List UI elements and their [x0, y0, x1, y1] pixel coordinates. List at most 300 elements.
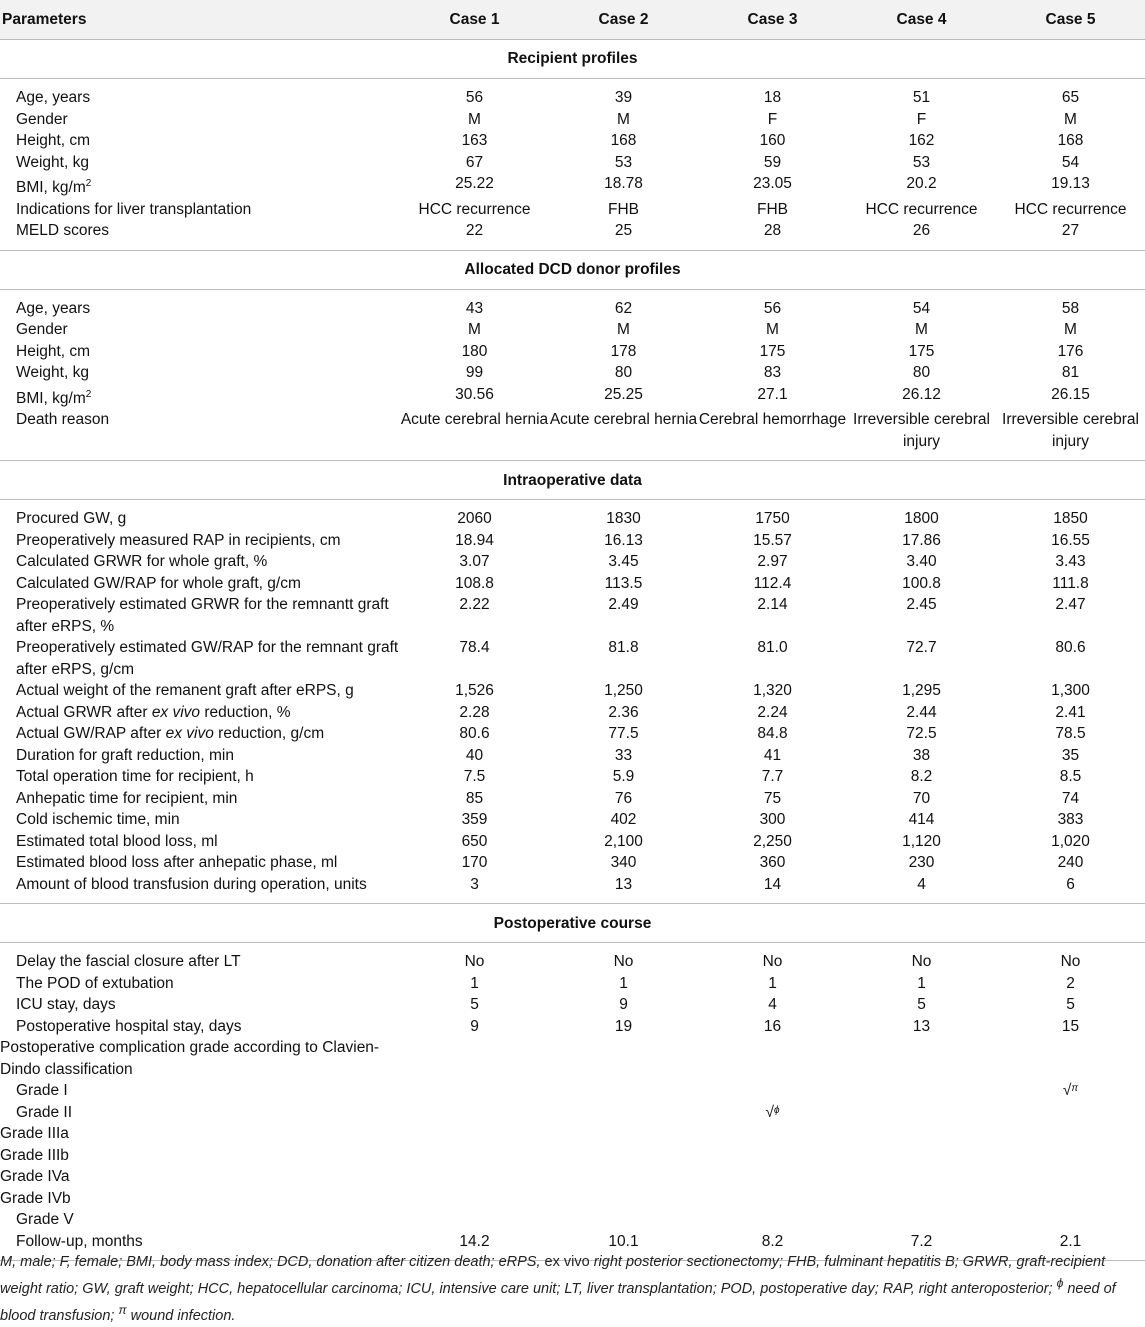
cell-case-1: 1,526 [455, 682, 494, 700]
cell-case-1: 180 [461, 342, 488, 360]
cell-case-3: 15.57 [753, 531, 792, 549]
cell-case-1: Acute cerebral hernia [400, 411, 549, 429]
row-label [0, 384, 400, 410]
row-label-text: Estimated total blood loss, ml [16, 832, 218, 850]
cell-case-2: 25 [614, 222, 633, 240]
cell-case-5: 35 [1061, 746, 1080, 764]
row-label [0, 319, 400, 341]
table-footnote [0, 1252, 1142, 1327]
row-label-text: Weight, kg [16, 364, 89, 382]
cell-case-3: 2.97 [757, 553, 788, 571]
table-row [0, 745, 1145, 767]
table-row [0, 637, 1145, 680]
table-row [0, 341, 1145, 363]
row-label-text: Gender [16, 321, 68, 339]
cell-case-3: 14 [763, 875, 782, 893]
table-row [0, 766, 1145, 788]
row-label [0, 79, 400, 109]
cell-case-2: 25.25 [604, 385, 643, 403]
table-row [0, 79, 1145, 109]
cell-case-1 [400, 1080, 549, 1102]
cell-case-3: 16 [763, 1017, 782, 1035]
cell-case-5: 2.1 [996, 1231, 1145, 1261]
cell-case-3: 18 [763, 89, 782, 106]
row-label-text: Grade I [16, 1082, 68, 1100]
cell-case-4: 230 [908, 854, 935, 872]
cell-case-4: 1 [917, 974, 926, 992]
table-row [0, 199, 1145, 221]
cell-case-3: 8.2 [698, 1231, 847, 1261]
row-label-text: Age, years [16, 299, 91, 317]
cell-case-4: 2.44 [906, 703, 937, 721]
cell-case-5: 1,300 [1051, 682, 1090, 700]
cell-case-1: 14.2 [400, 1231, 549, 1261]
row-label-superscript: 2 [85, 178, 92, 189]
row-label-text: The POD of extubation [16, 974, 174, 992]
cell-case-2: 80 [614, 364, 633, 382]
cell-case-5 [996, 1188, 1145, 1210]
cell-case-1: 650 [461, 832, 488, 850]
table-row [0, 384, 1145, 410]
cell-case-4: 13 [912, 1017, 931, 1035]
row-label [0, 199, 400, 221]
cell-case-3 [698, 1102, 847, 1124]
cell-case-1 [400, 1037, 549, 1080]
row-label [0, 130, 400, 152]
row-label-italic: ex vivo [165, 725, 214, 743]
cell-case-3: 2,250 [753, 832, 792, 850]
cell-case-1: 2060 [457, 510, 492, 528]
cell-case-1: 3 [470, 875, 479, 893]
row-label [0, 594, 400, 637]
cell-case-2: FHB [608, 200, 639, 218]
header-parameters: Parameters [0, 0, 400, 40]
row-label-text: Actual GRWR after [16, 703, 152, 721]
cell-case-3: 112.4 [753, 574, 792, 592]
cell-case-3: 1750 [755, 510, 790, 528]
row-label-text: Duration for graft reduction, min [16, 746, 234, 764]
cell-case-2: 76 [614, 789, 633, 807]
table-row [0, 173, 1145, 199]
cell-case-4: HCC recurrence [865, 200, 978, 218]
row-label-italic: ex vivo [151, 703, 201, 721]
cell-case-5: 54 [1061, 153, 1080, 171]
row-label [0, 573, 400, 595]
cell-case-4: 1800 [904, 510, 939, 528]
table-body [0, 40, 1145, 1261]
cell-case-2: 2,100 [604, 832, 643, 850]
row-label [0, 973, 400, 995]
row-label [0, 994, 400, 1016]
row-label-text: Cold ischemic time, min [16, 811, 180, 829]
cell-case-2 [549, 1188, 698, 1210]
row-label-text: Gender [16, 110, 68, 128]
cell-case-4: 100.8 [902, 574, 941, 592]
cell-case-5 [996, 1145, 1145, 1167]
cell-case-5: 19.13 [1051, 175, 1090, 192]
cell-case-4: 3.40 [906, 553, 937, 571]
row-label-text: Grade V [16, 1211, 74, 1229]
row-label-text: Amount of blood transfusion during operation, units [16, 875, 367, 893]
cell-case-4: 54 [912, 299, 931, 317]
table-row [0, 551, 1145, 573]
cell-case-2 [549, 1080, 698, 1102]
cell-case-4: M [915, 321, 928, 339]
table-row [0, 874, 1145, 904]
cell-case-4: 26.12 [902, 385, 941, 403]
cell-case-3: 59 [763, 153, 782, 171]
cell-case-2 [549, 1145, 698, 1167]
cell-case-4 [847, 1037, 996, 1080]
table-row [0, 723, 1145, 745]
cell-case-3: 56 [763, 299, 782, 317]
cell-case-5: HCC recurrence [1014, 200, 1127, 218]
table-row [0, 409, 1145, 461]
cell-case-4 [847, 1145, 996, 1167]
section-header-row [0, 904, 1145, 943]
table-row [0, 220, 1145, 250]
row-label-text: Grade IIIb [0, 1146, 69, 1164]
cell-case-5: 81 [1061, 364, 1080, 382]
table-row [0, 943, 1145, 973]
cell-case-1: 2.28 [459, 703, 490, 721]
section-title: Postoperative course [0, 904, 1145, 943]
header-case-3: Case 3 [698, 0, 847, 40]
row-label [0, 530, 400, 552]
table-row [0, 500, 1145, 530]
section-title: Allocated DCD donor profiles [0, 250, 1145, 289]
cell-case-4 [847, 1209, 996, 1231]
cell-case-4: 51 [912, 89, 931, 106]
footnote-text-plain: ex vivo [540, 1254, 594, 1270]
table-row [0, 1145, 1145, 1167]
cell-case-1: 25.22 [455, 175, 494, 192]
cell-case-1: 3.07 [459, 553, 490, 571]
cell-case-1: 78.4 [459, 639, 490, 657]
cell-case-1 [400, 1188, 549, 1210]
cell-case-5 [996, 1080, 1145, 1102]
cell-case-2 [549, 1102, 698, 1124]
cell-case-3: 75 [763, 789, 782, 807]
cell-case-5: 16.55 [1051, 531, 1090, 549]
row-label [0, 220, 400, 250]
cell-case-1: No [464, 953, 485, 971]
section-title: Recipient profiles [0, 40, 1145, 79]
table-row [0, 1123, 1145, 1145]
row-label [0, 362, 400, 384]
cell-case-1 [400, 1166, 549, 1188]
cell-case-4: 8.2 [910, 768, 933, 786]
table-row [0, 809, 1145, 831]
cell-case-1: 67 [465, 153, 484, 171]
row-label [0, 831, 400, 853]
row-label-text: Anhepatic time for recipient, min [16, 789, 238, 807]
cell-case-5: 168 [1057, 132, 1084, 149]
cell-case-4: 72.5 [906, 725, 937, 743]
row-label-text: Age, years [16, 89, 91, 106]
cell-case-5 [996, 1123, 1145, 1145]
cell-case-2: 19 [614, 1017, 633, 1035]
cell-case-2: 13 [614, 875, 633, 893]
cell-case-3 [698, 1123, 847, 1145]
cell-case-2: 2.49 [608, 596, 639, 614]
table-row [0, 1037, 1145, 1080]
cell-case-5: 2 [1066, 974, 1075, 992]
cell-case-5: 240 [1057, 854, 1084, 872]
row-label-text: Preoperatively measured RAP in recipients, cm [16, 531, 341, 549]
cell-case-3 [698, 1080, 847, 1102]
cell-case-1: 1 [470, 974, 479, 992]
row-label [0, 1016, 400, 1038]
cell-case-5: 2.47 [1055, 596, 1086, 614]
cell-case-1: M [468, 321, 481, 339]
cell-case-2: 18.78 [604, 175, 643, 192]
cell-case-5: 78.5 [1055, 725, 1086, 743]
cell-case-3: 7.7 [761, 768, 784, 786]
cell-case-1: 40 [465, 746, 484, 764]
cell-case-5: 26.15 [1051, 385, 1090, 403]
cell-case-2: 402 [610, 811, 637, 829]
row-label-text: Postoperative complication grade according to Clavien-Dindo classification [0, 1039, 380, 1078]
cell-case-3: 41 [763, 746, 782, 764]
cell-case-1: HCC recurrence [418, 200, 531, 218]
table-row [0, 788, 1145, 810]
row-label-text: Delay the fascial closure after LT [16, 953, 241, 971]
cell-case-3: 360 [759, 854, 786, 872]
cell-case-2: 178 [610, 342, 637, 360]
row-label-text: Calculated GW/RAP for whole graft, g/cm [16, 574, 301, 592]
cell-case-5: 65 [1061, 89, 1080, 106]
cell-case-1: 18.94 [455, 531, 494, 549]
cell-case-1: 9 [470, 1017, 479, 1035]
table-row [0, 994, 1145, 1016]
cell-case-5: 1,020 [1051, 832, 1090, 850]
cell-case-4: 162 [908, 132, 935, 149]
cell-case-2: 33 [614, 746, 633, 764]
row-label [0, 874, 400, 904]
table-row [0, 594, 1145, 637]
cell-case-2: 2.36 [608, 703, 639, 721]
cell-case-1: 80.6 [459, 725, 490, 743]
table-row [0, 1102, 1145, 1124]
checkmark-icon [765, 1102, 779, 1124]
cell-case-1: 99 [465, 364, 484, 382]
row-label-text: Postoperative hospital stay, days [16, 1017, 242, 1035]
table-row [0, 362, 1145, 384]
row-label [0, 1102, 400, 1124]
cell-case-3: No [762, 953, 783, 971]
cell-case-3: 83 [763, 364, 782, 382]
cell-case-4: 17.86 [902, 531, 941, 549]
table-row [0, 973, 1145, 995]
cell-case-5: 27 [1061, 222, 1080, 240]
cell-case-5 [996, 1037, 1145, 1080]
cell-case-1: 2.22 [459, 596, 490, 614]
row-label [0, 173, 400, 199]
cell-case-4 [847, 1188, 996, 1210]
row-label-text: ICU stay, days [16, 996, 116, 1014]
cell-case-3: 300 [759, 811, 786, 829]
header-case-1: Case 1 [400, 0, 549, 40]
row-label-suffix: reduction, % [200, 703, 291, 721]
cell-case-3: 23.05 [753, 175, 792, 192]
cell-case-3: F [767, 110, 778, 128]
cell-case-5: 15 [1061, 1017, 1080, 1035]
row-label-text: Grade IVa [0, 1168, 70, 1186]
cell-case-3: 2.24 [757, 703, 788, 721]
row-label [0, 1188, 400, 1210]
row-label-text: BMI, kg/m [16, 389, 86, 407]
cell-case-1: 56 [465, 89, 484, 106]
cell-case-3: 28 [763, 222, 782, 240]
table-row [0, 702, 1145, 724]
row-label [0, 1145, 400, 1167]
cell-case-4: 20.2 [906, 175, 937, 192]
cell-case-2: 113.5 [604, 574, 643, 592]
cell-case-3: 4 [768, 996, 777, 1014]
cell-case-2 [549, 1123, 698, 1145]
header-row [0, 0, 1145, 40]
cell-case-1: 108.8 [455, 574, 494, 592]
table-row [0, 152, 1145, 174]
row-label-text: BMI, kg/m [16, 179, 86, 197]
row-label [0, 1209, 400, 1231]
header-case-5: Case 5 [996, 0, 1145, 40]
row-label-text: Height, cm [16, 342, 91, 360]
cell-case-2: 340 [610, 854, 637, 872]
check-symbol: √ [765, 1103, 774, 1121]
cell-case-5: 176 [1057, 342, 1084, 360]
footnote-text-4: wound infection. [126, 1307, 236, 1324]
cell-case-5: 111.8 [1052, 574, 1089, 592]
cell-case-4: 175 [908, 342, 935, 360]
row-label-text: Procured GW, g [16, 510, 127, 528]
cell-case-3: M [766, 321, 779, 339]
cell-case-1: 163 [461, 132, 488, 149]
footnote-text-2: right posterior sectionectomy; FHB, fulminant hepatitis B; GRWR, graft-recipient weight ratio; GW, graft weight; HCC, hepatocellular carcinoma; ICU, intensive care unit; LT, liver transplantation; POD, postoperative day; RAP, right anteroposterior; [0, 1254, 1106, 1297]
row-label-text: Height, cm [16, 132, 91, 149]
row-label-text: Actual GW/RAP after [16, 725, 166, 743]
table-row [0, 1188, 1145, 1210]
table-row [0, 680, 1145, 702]
row-label-text: Actual weight of the remanent graft after eRPS, g [16, 682, 354, 700]
row-label-text: Preoperatively estimated GW/RAP for the remnant graft after eRPS, g/cm [16, 639, 399, 678]
row-label-text: Grade IVb [0, 1189, 71, 1207]
cell-case-3: 175 [759, 342, 786, 360]
cell-case-5: 1850 [1053, 510, 1088, 528]
row-label [0, 551, 400, 573]
cell-case-2: 1 [619, 974, 628, 992]
row-label [0, 1037, 400, 1080]
cell-case-5: 3.43 [1055, 553, 1086, 571]
table-row [0, 130, 1145, 152]
row-label-suffix: reduction, g/cm [213, 725, 325, 743]
row-label-text: Indications for liver transplantation [16, 200, 252, 218]
cell-case-5: M [1064, 110, 1077, 128]
row-label [0, 1166, 400, 1188]
row-label-text: Follow-up, months [16, 1232, 143, 1250]
row-label-text: Grade II [16, 1103, 72, 1121]
cell-case-5: 2.41 [1055, 703, 1086, 721]
row-label [0, 152, 400, 174]
cell-case-3: 84.8 [757, 725, 788, 743]
check-footnote-symbol: ϕ [773, 1104, 780, 1116]
cell-case-3 [698, 1037, 847, 1080]
section-header-row [0, 40, 1145, 79]
cell-case-2: 77.5 [608, 725, 639, 743]
cell-case-3 [698, 1166, 847, 1188]
cell-case-4: 1,120 [902, 832, 941, 850]
header-case-2: Case 2 [549, 0, 698, 40]
cell-case-4: No [911, 953, 932, 971]
cell-case-4: 70 [912, 789, 931, 807]
row-label [0, 943, 400, 973]
cell-case-2 [549, 1037, 698, 1080]
cell-case-5 [996, 1209, 1145, 1231]
cell-case-3: 2.14 [757, 596, 788, 614]
cell-case-2: 81.8 [608, 639, 639, 657]
cell-case-4: Irreversible cerebral injury [853, 411, 990, 450]
footnote-symbol-2: π [118, 1302, 127, 1317]
cell-case-5: 58 [1061, 299, 1080, 317]
table-row [0, 289, 1145, 319]
row-label-text: Preoperatively estimated GRWR for the remnantt graft after eRPS, % [16, 596, 389, 635]
cell-case-4: 53 [912, 153, 931, 171]
cell-case-2 [549, 1209, 698, 1231]
cell-case-1 [400, 1123, 549, 1145]
check-symbol: √ [1062, 1082, 1072, 1100]
row-label [0, 745, 400, 767]
cell-case-2: 3.45 [608, 553, 639, 571]
cell-case-3: 1,320 [753, 682, 792, 700]
table-row [0, 831, 1145, 853]
cell-case-5: 80.6 [1055, 639, 1086, 657]
row-label [0, 680, 400, 702]
row-label-text: MELD scores [16, 222, 110, 240]
cell-case-1: 170 [461, 854, 488, 872]
cell-case-3 [698, 1209, 847, 1231]
cell-case-5: 383 [1057, 811, 1084, 829]
cell-case-4 [847, 1080, 996, 1102]
cell-case-1 [400, 1102, 549, 1124]
cell-case-2: 1,250 [604, 682, 643, 700]
cell-case-4 [847, 1102, 996, 1124]
cell-case-3: FHB [757, 200, 788, 218]
cell-case-5: 6 [1066, 875, 1075, 893]
row-label-text: Weight, kg [16, 153, 89, 171]
cell-case-2: 168 [610, 132, 637, 149]
cell-case-5: No [1060, 953, 1081, 971]
cell-case-2: 16.13 [604, 531, 643, 549]
cell-case-3: 160 [759, 132, 786, 149]
cell-case-1: 7.5 [463, 768, 486, 786]
cell-case-5: 5 [1066, 996, 1075, 1014]
cell-case-1 [400, 1209, 549, 1231]
cell-case-4: F [916, 110, 927, 128]
cell-case-5: 74 [1061, 789, 1080, 807]
table-row [0, 573, 1145, 595]
cell-case-4: 4 [917, 875, 926, 893]
cell-case-4 [847, 1123, 996, 1145]
row-label [0, 1080, 400, 1102]
cell-case-1: 5 [470, 996, 479, 1014]
cell-case-1: 22 [465, 222, 484, 240]
cell-case-1: 30.56 [455, 385, 494, 403]
row-label [0, 500, 400, 530]
cell-case-1: 359 [461, 811, 488, 829]
cell-case-1: M [468, 110, 481, 128]
row-label [0, 809, 400, 831]
